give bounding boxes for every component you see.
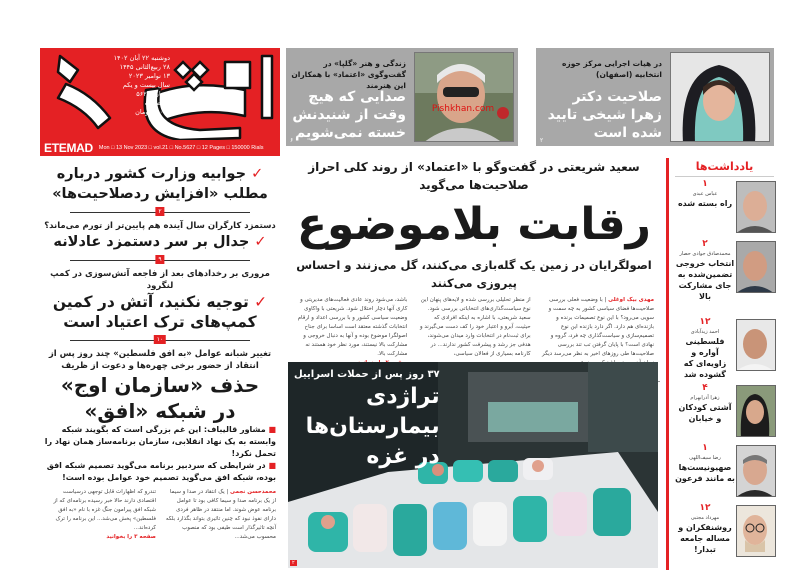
- headline: جدال بر سر دستمزد عادلانه: [53, 234, 250, 250]
- teaser-title: صلاحیت دکتر زهرا شیخی تایید شده است: [547, 89, 662, 141]
- checkmark-icon: ✓: [251, 166, 264, 182]
- main-headline[interactable]: رقابت بلاموضوع: [297, 199, 651, 250]
- teaser-kicker: زندگی و هنر «گلپا» در گفت‌وگوی «اعتماد» با همکاران این هنرمند: [291, 59, 406, 90]
- latin-name: ETEMAD: [44, 141, 93, 155]
- checkmark-icon: ✓: [254, 234, 267, 250]
- price: ۱۵۰۰۰ تومان: [135, 108, 170, 116]
- note-item[interactable]: [675, 179, 776, 237]
- masthead-strip: [40, 140, 280, 156]
- bullet-item: ■ مشاور قالیباف: این غم بزرگی است که بگویند شبکه وابسته به یک نهاد انقلابی، سازمان برنامه‌ساز همان نهاد را تحمل نکرد!: [44, 425, 276, 458]
- page-badge: ۹: [155, 255, 164, 264]
- photo-title-line: تراژدی: [366, 384, 440, 409]
- body-text: یک انتقاد در صدا و سیما از یک برنامه صدا و سیما کافی بود تا عوامل برنامه عوض شوند. اما منتقد در ظاهر فردی دارای نفوذ نبود که چنین تاثیری بتواند بگذارد بلکه آنچه تاثیرگذار است طیفی بود که منصوب محسوب می‌شد...: [165, 489, 276, 540]
- note-item[interactable]: [675, 383, 776, 441]
- divider: [70, 206, 250, 218]
- lead-body: مهدی بیک اوغلی | با وضعیت فعلی بررسی صلاحیت‌ها فضای سیاسی کشور به چه سمت و سویی می‌رود؟ با این نوع تصمیمات برنده و بازنده‌ای هم دارد. اگر دارد بازنده این نوع تصمیم‌سازی و سیاست‌گذاری چه فرد، گروه و نهادی است؟ با پایان گرفتن تب تند بررسی صلاحیت‌ها طی روزهای اخیر به نظر می‌رسد دیگر از منظر تحلیلی بررسی شده و لایه‌های پنهان این نوع سیاست‌گذاری‌های انتخاباتی بررسی شود. سعید شریعتی، با اشاره به اینکه افرادی که حیثیت، آبرو و اعتبار خود را کف دست می‌گیرند و برای ثبت‌نام در انتخابات وارد میدان می‌شوند، هدفی جز رشد و پیشرفت کشور ندارند... در کارنامه بسیاری از فعالان سیاسی، باشد، می‌شود روند عادی فعالیت‌های مدیریتی و کاری آنها دچار اختلال شود. شریعتی با واکاوی وضعیت سیاسی کشور و با بررسی اعداد و ارقام انتخابات گذشته معتقد است اساسا برای جناح اصولگرا موضوع بوده و آنها به دنبال خروجی و مشارکت بالا نیستند، مورد نظر خود هستند نه مشارکت بالا.: [288, 292, 660, 382]
- byline: محمدحسن نجمی: [230, 489, 276, 495]
- page-badge: ۱۰: [154, 335, 166, 344]
- notes-column: [666, 158, 780, 570]
- page-number: ۱: [702, 443, 708, 453]
- date-hijri: ۲۸ ربیع‌الثانی ۱۴۴۵: [119, 63, 170, 71]
- note-title: انتخاب خروجی تضمین‌شده به جای مشارکت بالا: [675, 259, 735, 301]
- divider: [70, 334, 250, 346]
- kicker: دستمزد کارگران سال آینده هم پایین‌تر از تورم می‌ماند؟: [44, 221, 276, 231]
- supertitle: سعید شریعتی در گفت‌وگو با «اعتماد» از روند کلی احراز صلاحیت‌ها می‌گوید: [308, 160, 640, 192]
- author-photo: [736, 445, 776, 497]
- left-column: [40, 158, 280, 568]
- body-text: تندرو که اظهارات قابل توجهی درسیاست اقتصادی دارند حالا خبر رسیده برنامه‌ای که از شبکه افق پیرامون جنگ غزه با نام «به افق فلسطین» پخش می‌شد... این برنامه را ترک کرده‌اند...: [53, 489, 156, 531]
- divider: [70, 254, 250, 266]
- subtitle: اصولگرایان در زمین یک گله‌بازی می‌کنند، گل می‌زنند و احساس پیروزی می‌کنند: [296, 258, 652, 290]
- note-item[interactable]: [675, 503, 776, 570]
- note-item[interactable]: [675, 239, 776, 315]
- teaser-photo-sheikhi: [670, 52, 770, 142]
- body-text: باشد، می‌شود روند عادی فعالیت‌های مدیریتی و کاری آنها دچار اختلال شود. شریعتی با واکاوی وضعیت سیاسی کشور و با بررسی اعداد و ارقام انتخابات گذشته معتقد است اساسا برای جناح اصولگرا موضوع بوده و آنها به دنبال خروجی و مشارکت بالا نیستند، مورد نظر خود هستند نه مشارکت بالا.: [297, 297, 408, 357]
- story-body: محمدحسن نجمی | یک انتقاد در صدا و سیما از یک برنامه صدا و سیما کافی بود تا عوامل برنامه عوض شوند. اما منتقد در ظاهر فردی دارای نفوذ نبود که چنین تاثیری بتواند بگذارد بلکه آنچه تاثیرگذار است طیفی بود که منصوب محسوب می‌شد... تندرو که اظهارات قابل توجهی درسیاست اقتصادی دارند حالا خبر رسیده برنامه‌ای که از شبکه افق پیرامون جنگ غزه با نام «به افق فلسطین» پخش می‌شد... این برنامه را ترک کرده‌اند... صفحه ۳ را بخوانید: [40, 484, 280, 546]
- headline: توجیه نکنید، آتش در کمین کمپ‌های ترک اعتیاد است: [52, 293, 257, 331]
- teaser-title: صدایی که هیچ وقت از شنیدنش خسته نمی‌شویم: [292, 89, 406, 141]
- notes-title: یادداشت‌ها: [675, 158, 774, 177]
- bullet-item: ■ در شرایطی که سردبیر برنامه می‌گوید تصمیم شبکه افق بوده، شبکه افق می‌گوید تصمیم خود عوامل بوده است!: [46, 461, 276, 482]
- story-camp-fire[interactable]: [40, 292, 280, 332]
- date-persian: دوشنبه ۲۲ آبان ۱۴۰۲: [113, 54, 170, 62]
- note-item[interactable]: [675, 317, 776, 381]
- note-title: آشتی کودکان و خیابان: [678, 403, 732, 423]
- author-photo: [736, 181, 776, 233]
- headline-owj-line2[interactable]: در شبکه «افق»: [84, 399, 236, 423]
- issue-meta: Mon □ 13 Nov 2023 □ vol.21 □ No.5627 □ 12 Pages □ 150000 Rials: [98, 145, 264, 151]
- note-title: روشنفکران و مساله جامعه تبدار!: [678, 523, 732, 554]
- photo-title-line: در غزه: [366, 444, 440, 469]
- teaser-golpa[interactable]: [286, 48, 518, 146]
- note-item[interactable]: [675, 443, 776, 501]
- teaser-photo-golpa: [414, 52, 514, 142]
- masthead-date-info: [100, 54, 170, 117]
- page-badge: ۲: [155, 207, 164, 216]
- photo-caption: [294, 368, 440, 472]
- teaser-kicker: در هیات اجرایی مرکز حوزه انتخابیه (اصفهان): [561, 59, 662, 79]
- note-author: محمدصادق جوادی حصار: [679, 251, 731, 257]
- page-number: ۲: [702, 239, 708, 249]
- checkmark-icon: ✓: [254, 293, 268, 311]
- note-author: عباس عبدی: [692, 191, 718, 197]
- headline: جوابیه وزارت کشور درباره مطلب «افزایش ردصلاحیت‌ها»: [52, 166, 268, 202]
- watermark: Pishkhan.com: [431, 104, 495, 114]
- story-interior-ministry[interactable]: [40, 164, 280, 204]
- page-ref: ۶: [290, 137, 294, 144]
- note-author: زهرا آذرابهرام: [690, 395, 720, 401]
- lead-story: [288, 158, 660, 382]
- teaser-sheikhi[interactable]: [536, 48, 774, 146]
- body-text: با وضعیت فعلی بررسی صلاحیت‌ها فضای سیاسی کشور به چه سمت و سویی می‌رود؟ با این نوع تصمیمات برنده و بازنده‌ای هم دارد. اگر دارد بازنده این نوع تصمیم‌سازی و سیاست‌گذاری چه فرد، گروه و نهادی است؟ با پایان گرفتن تب تند بررسی صلاحیت‌ها طی روزهای اخیر به نظر می‌رسد دیگر: [542, 297, 654, 357]
- page-number: ۱۲: [699, 317, 711, 327]
- byline: مهدی بیک اوغلی: [608, 297, 654, 303]
- kicker: مروری بر رخدادهای بعد از فاجعه آتش‌سوزی در کمپ لنگرود: [50, 269, 270, 291]
- page-count: ۱۲ صفحه: [144, 99, 170, 107]
- page-ref: ۲: [540, 137, 544, 144]
- note-author: مهرداد مجتبی: [690, 515, 720, 521]
- body-text: از منظر تحلیلی بررسی شده و لایه‌های پنهان این نوع سیاست‌گذاری‌های انتخاباتی بررسی شود. سعید شریعتی، با اشاره به اینکه افرادی که حیثیت، آبرو و اعتبار خود را کف دست می‌گیرند و برای ثبت‌نام در انتخابات وارد میدان می‌شوند، هدفی جز رشد و پیشرفت کشور ندارند... در کارنامه بسیاری از فعالان سیاسی،: [419, 297, 531, 357]
- masthead: [40, 48, 280, 156]
- note-title: صهیونیست‌ها به مانند فرعون: [675, 463, 735, 483]
- author-photo: [736, 241, 776, 293]
- note-author: احمد زیدآبادی: [690, 329, 720, 335]
- story-wages[interactable]: [40, 232, 280, 252]
- volume-year: سال بیست و یکم: [122, 81, 170, 89]
- gaza-hospital-photo-story[interactable]: [288, 362, 658, 568]
- issue-number: شماره ۵۶۲۷: [136, 90, 170, 98]
- author-photo: [736, 319, 776, 371]
- note-title: راه بسته شده: [677, 199, 733, 208]
- kicker: تغییر شبانه عوامل «به افق فلسطین» چند روز پس از انتقاد از حضور برخی چهره‌ها و دعوت از ظریف: [48, 349, 272, 371]
- date-gregorian: ۱۳ نوامبر ۲۰۲۳: [128, 72, 170, 80]
- page-number: ۱: [702, 179, 708, 189]
- continue-link[interactable]: صفحه ۳ را بخوانید: [106, 534, 156, 540]
- photo-title-line: بیمارستان‌ها: [305, 414, 440, 439]
- page-badge: ۲: [292, 560, 295, 566]
- newspaper-front-page: [38, 44, 780, 570]
- note-title: فلسطینی آواره و زاویه‌ای که گشوده شد: [683, 337, 727, 379]
- page-number: ۴: [702, 383, 708, 393]
- photo-kicker: ۳۷ روز پس از حملات اسراییل: [294, 369, 440, 380]
- note-author: رضا سیف‌اللهی: [689, 455, 721, 461]
- author-photo: [736, 385, 776, 437]
- page-number: ۱۲: [699, 503, 711, 513]
- headline-owj-line1[interactable]: حذف «سازمان اوج»: [60, 373, 260, 397]
- author-photo: [736, 505, 776, 557]
